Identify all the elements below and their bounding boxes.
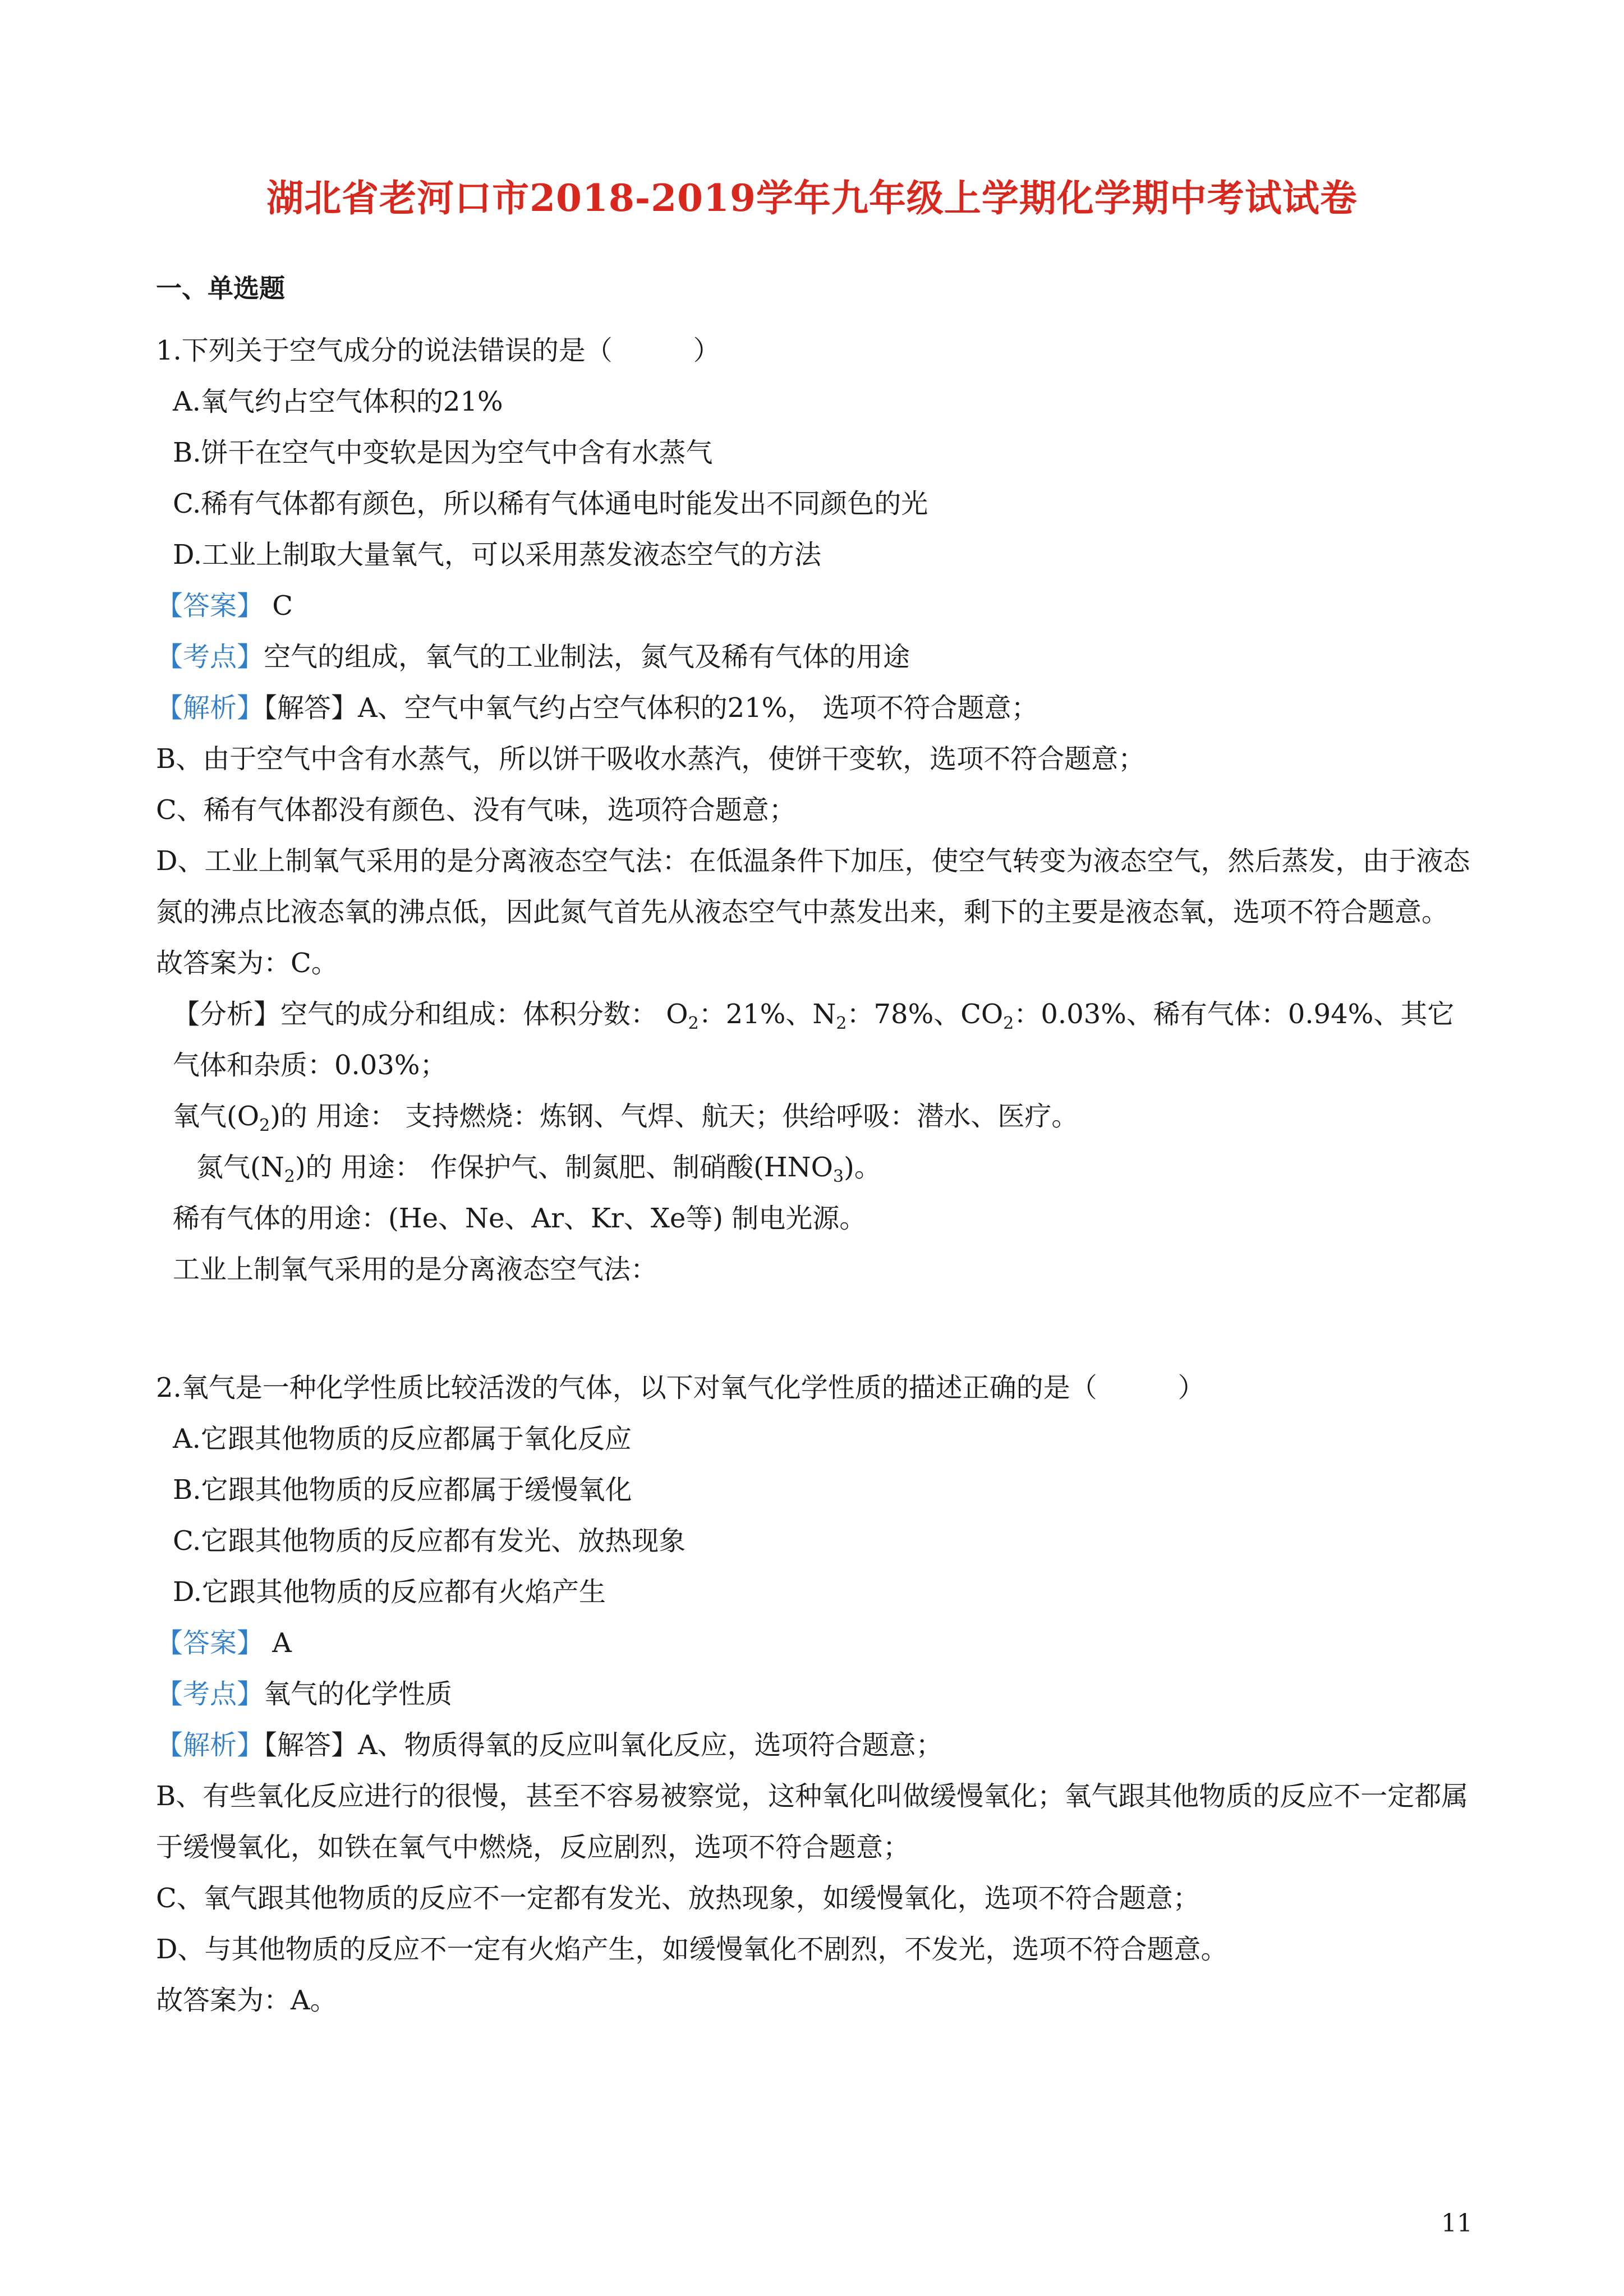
q1-analysis-b: B、由于空气中含有水蒸气，所以饼干吸收水蒸汽，使饼干变软，选项不符合题意；	[156, 743, 1145, 775]
content-body	[156, 325, 1480, 2026]
q2-option-b: B.它跟其他物质的反应都属于缓慢氧化	[173, 1474, 632, 1506]
q2-analysis-d: D、与其他物质的反应不一定有火焰产生，如缓慢氧化不剧烈，不发光，选项不符合题意。	[156, 1934, 1228, 1965]
analysis-tag: 【解析】	[156, 1729, 264, 1761]
section-heading: 一、单选题	[156, 273, 285, 303]
q1-rare-gas-use: 稀有气体的用途：(He、Ne、Ar、Kr、Xe等) 制电光源。	[173, 1203, 867, 1234]
q2-option-d: D.它跟其他物质的反应都有火焰产生	[173, 1576, 606, 1608]
q2-stem: 2.氧气是一种化学性质比较活泼的气体，以下对氧气化学性质的描述正确的是（ ）	[156, 1372, 1205, 1404]
q2-analysis-a: 【解答】A、物质得氧的反应叫氧化反应，选项符合题意；	[264, 1729, 943, 1761]
q1-point: 空气的组成，氧气的工业制法，氮气及稀有气体的用途	[264, 641, 910, 673]
q1-analysis-c: C、稀有气体都没有颜色、没有气味，选项符合题意；	[156, 794, 796, 826]
q1-answer: C	[264, 590, 293, 622]
q1-option-d: D.工业上制取大量氧气，可以采用蒸发液态空气的方法	[173, 539, 822, 570]
q1-option-c: C.稀有气体都有颜色，所以稀有气体通电时能发出不同颜色的光	[173, 488, 928, 519]
q1-analysis-d: D、工业上制氧气采用的是分离液态空气法：在低温条件下加压，使空气转变为液态空气，然后蒸发，由于液态氮的沸点比液态氧的沸点低，因此氮气首先从液态空气中蒸发出来，剩下的主要是液态氧，选项不符合题意。	[156, 845, 1470, 928]
q1-option-a: A.氧气约占空气体积的21%	[173, 386, 503, 417]
q2-option-a: A.它跟其他物质的反应都属于氧化反应	[173, 1423, 632, 1455]
q1-answer-line	[156, 581, 1480, 632]
q2-analysis-line	[156, 1720, 1480, 1771]
page-title: 湖北省老河口市2018-2019学年九年级上学期化学期中考试试卷	[266, 176, 1358, 220]
answer-tag: 【答案】	[156, 1627, 264, 1659]
point-tag: 【考点】	[156, 641, 264, 673]
q1-stem: 1.下列关于空气成分的说法错误的是（ ）	[156, 335, 720, 366]
q2-point-line	[156, 1669, 1480, 1720]
q1-analysis-line	[156, 683, 1480, 734]
q1-fenxi: 【分析】空气的成分和组成：体积分数： $O_2$：21%、$N_2$：78%、$CO_2$：0.03%、稀有气体：0.94%、其它气体和杂质：0.03%；	[173, 999, 1455, 1081]
page-number: 11	[1441, 2209, 1473, 2238]
q2-answer: A	[264, 1627, 292, 1659]
analysis-tag: 【解析】	[156, 692, 264, 724]
q1-o2-use: 氧气$(O_2)$的 用途： 支持燃烧：炼钢、气焊、航天；供给呼吸：潜水、医疗。	[173, 1101, 1079, 1135]
answer-tag: 【答案】	[156, 590, 264, 622]
q2-analysis-b: B、有些氧化反应进行的很慢，甚至不容易被察觉，这种氧化叫做缓慢氧化；氧气跟其他物质的反应不一定都属于缓慢氧化，如铁在氧气中燃烧，反应剧烈，选项不符合题意；	[156, 1780, 1469, 1863]
q1-n2-use: 氮气$(N_2)$的 用途： 作保护气、制氮肥、制硝酸$(HNO_3)$。	[196, 1152, 881, 1186]
q2-option-c: C.它跟其他物质的反应都有发光、放热现象	[173, 1525, 686, 1557]
q1-industry: 工业上制氧气采用的是分离液态空气法：	[173, 1254, 658, 1285]
question-gap	[156, 1295, 1480, 1363]
q1-final: 故答案为：C。	[156, 947, 338, 979]
point-tag: 【考点】	[156, 1678, 264, 1710]
q2-answer-line	[156, 1618, 1480, 1669]
q1-point-line	[156, 632, 1480, 683]
q2-point: 氧气的化学性质	[264, 1678, 453, 1710]
q1-option-b: B.饼干在空气中变软是因为空气中含有水蒸气	[173, 437, 713, 468]
q2-final: 故答案为：A。	[156, 1985, 337, 2016]
q1-analysis-a: 【解答】A、空气中氧气约占空气体积的21%， 选项不符合题意；	[264, 692, 1038, 724]
q2-analysis-c: C、氧气跟其他物质的反应不一定都有发光、放热现象，如缓慢氧化，选项不符合题意；	[156, 1883, 1200, 1914]
